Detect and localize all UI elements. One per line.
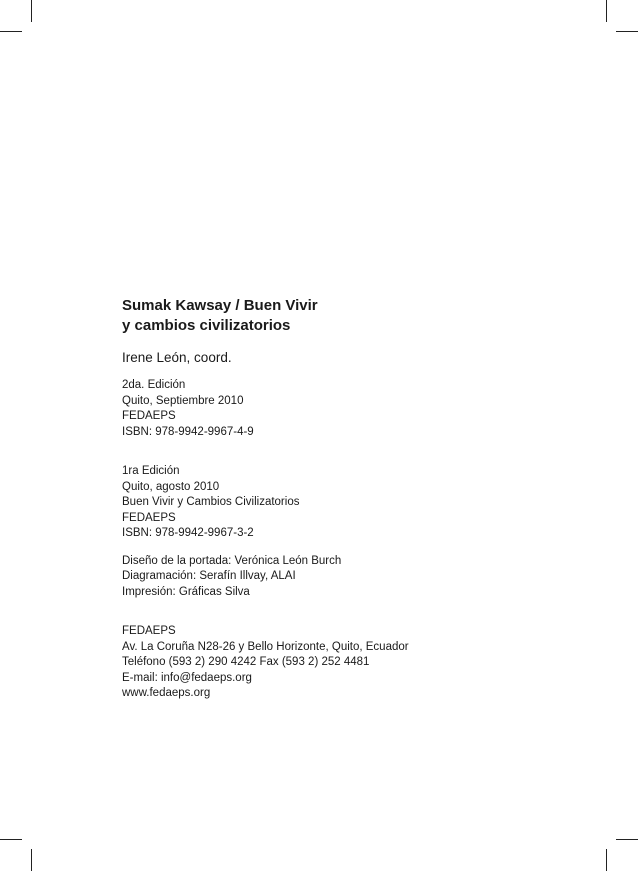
edition-line: 2da. Edición	[122, 379, 186, 391]
edition-line: Quito, agosto 2010	[122, 480, 220, 493]
edition-line: FEDAEPS	[122, 410, 176, 422]
edition-line: Quito, Septiembre 2010	[122, 394, 244, 407]
crop-mark-bottom-left-v	[31, 849, 32, 871]
publisher-name: FEDAEPS	[122, 625, 176, 637]
credit-line: Impresión: Gráficas Silva	[122, 585, 250, 598]
edition-line: FEDAEPS	[122, 511, 176, 524]
crop-mark-top-right-h	[616, 31, 638, 32]
first-edition-block	[122, 464, 542, 542]
credit-line: Diagramación: Serafín Illvay, ALAI	[122, 570, 296, 582]
book-title	[122, 296, 542, 336]
isbn-line: ISBN: 978-9942-9967-4-9	[122, 425, 254, 438]
colophon	[122, 296, 542, 702]
crop-mark-bottom-left-h	[0, 839, 22, 840]
second-edition-block	[122, 378, 542, 440]
isbn-line: ISBN: 978-9942-9967-3-2	[122, 527, 254, 539]
crop-mark-top-right-v	[606, 0, 607, 22]
crop-mark-bottom-right-h	[616, 839, 638, 840]
publisher-email: E-mail: info@fedaeps.org	[122, 671, 252, 684]
publisher-website: www.fedaeps.org	[122, 687, 211, 699]
edition-line: 1ra Edición	[122, 465, 180, 477]
author-credit: Irene León, coord.	[122, 350, 232, 365]
crop-mark-top-left-h	[0, 31, 22, 32]
credits-block	[122, 554, 542, 601]
crop-mark-bottom-right-v	[606, 849, 607, 871]
credit-line: Diseño de la portada: Verónica León Burch	[122, 554, 342, 567]
edition-line: Buen Vivir y Cambios Civilizatorios	[122, 496, 300, 508]
publisher-phone: Teléfono (593 2) 290 4242 Fax (593 2) 252 4481	[122, 656, 370, 668]
crop-mark-top-left-v	[31, 0, 32, 22]
book-title-line-2: y cambios civilizatorios	[122, 317, 291, 334]
publisher-address: Av. La Coruña N28-26 y Bello Horizonte, Quito, Ecuador	[122, 640, 409, 653]
publisher-block	[122, 624, 542, 702]
book-title-line-1: Sumak Kawsay / Buen Vivir	[122, 297, 318, 314]
